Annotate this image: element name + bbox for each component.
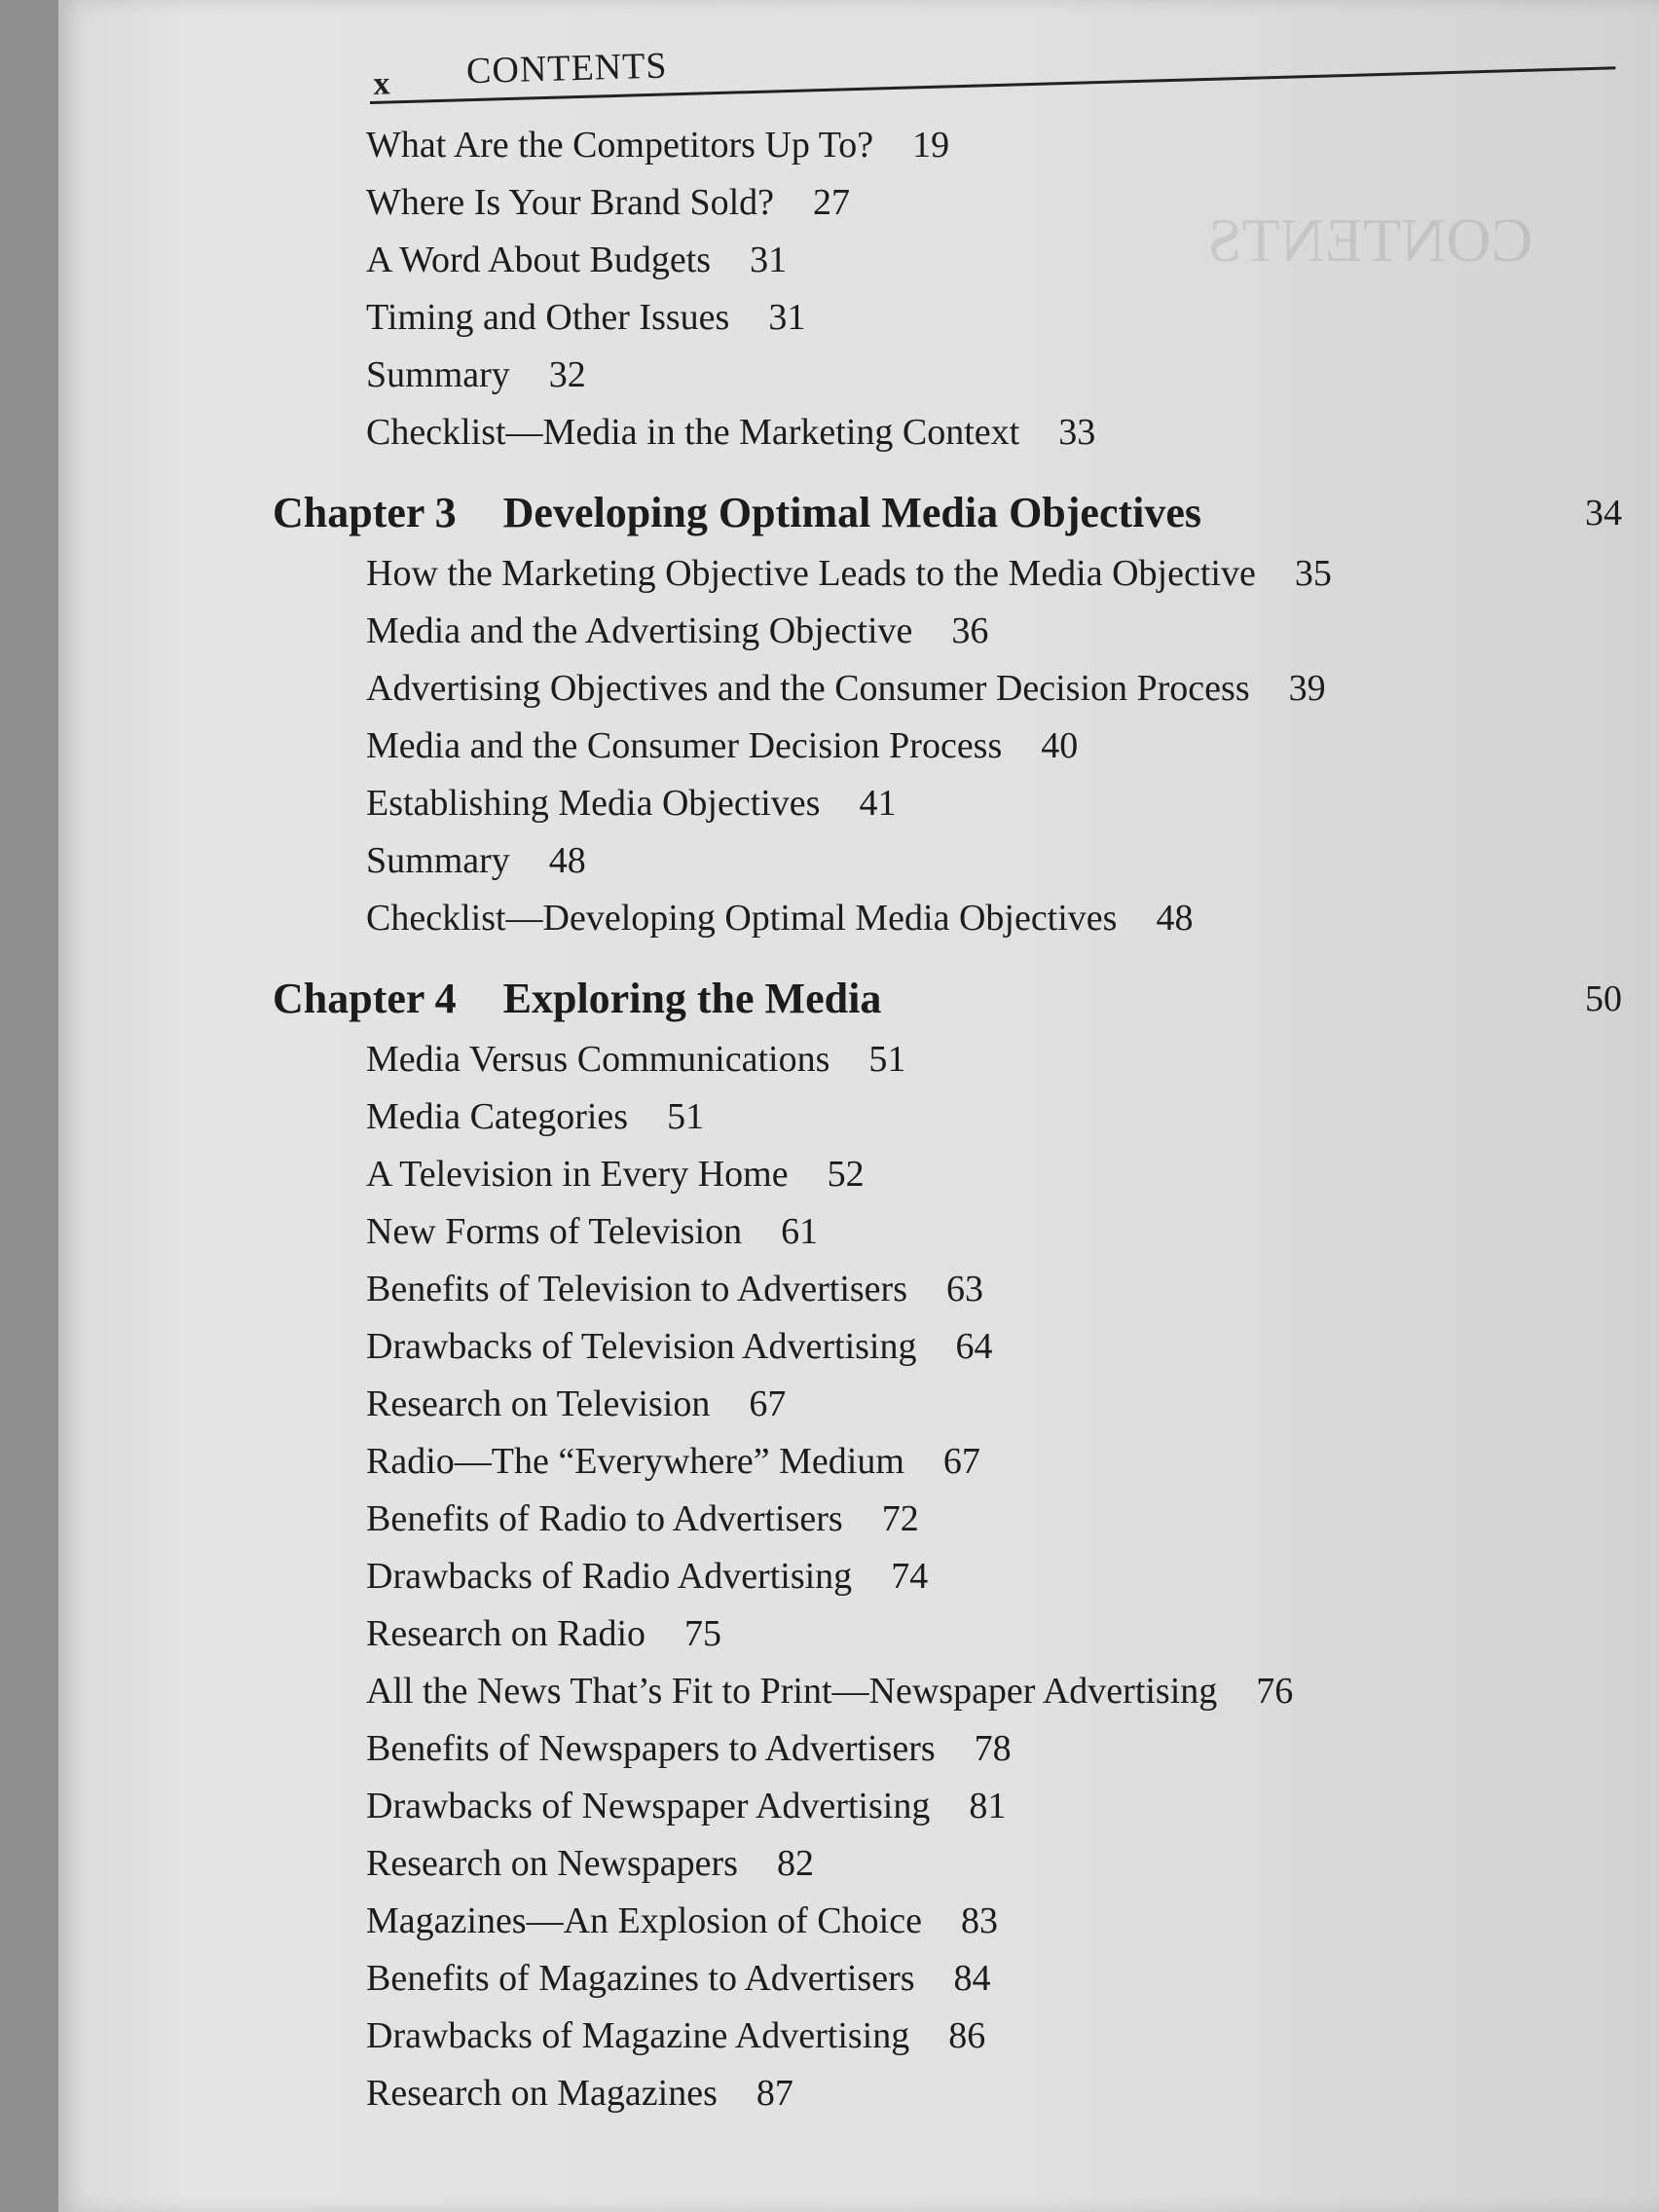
- entry-page: 36: [951, 610, 989, 651]
- toc-entry: [366, 2008, 1641, 2065]
- entry-title: Magazines—An Explosion of Choice: [366, 1900, 922, 1941]
- entry-title: Research on Magazines: [366, 2073, 718, 2114]
- toc-entry: [366, 890, 1641, 947]
- entry-page: 19: [912, 125, 950, 166]
- entry-page: 78: [974, 1728, 1012, 1769]
- toc-entry: [366, 832, 1641, 890]
- entry-title: A Television in Every Home: [366, 1154, 789, 1195]
- entry-page: 67: [749, 1383, 787, 1424]
- table-of-contents: [273, 117, 1641, 2122]
- toc-entry: [366, 545, 1641, 603]
- toc-entry: [366, 1605, 1641, 1663]
- entry-title: Research on Newspapers: [366, 1843, 738, 1884]
- entry-page: 51: [868, 1039, 906, 1080]
- toc-entry: [366, 603, 1641, 660]
- entry-page: 87: [756, 2073, 793, 2114]
- entry-page: 41: [859, 783, 897, 824]
- entry-title: Summary: [366, 840, 510, 881]
- toc-entry: [366, 1261, 1641, 1318]
- chapter-heading: [273, 483, 1641, 543]
- toc-entry: [366, 1146, 1641, 1203]
- book-page: [58, 0, 1659, 2212]
- toc-entry: [366, 1433, 1641, 1491]
- entry-title: Media and the Consumer Decision Process: [366, 725, 1003, 766]
- toc-entry: [366, 1950, 1641, 2008]
- entry-page: 40: [1041, 725, 1079, 766]
- toc-entry: [366, 289, 1641, 347]
- entry-page: 52: [827, 1154, 865, 1195]
- entry-title: Summary: [366, 354, 510, 395]
- toc-entry: [366, 1318, 1641, 1376]
- entry-page: 82: [776, 1843, 814, 1884]
- chapter-page: 50: [1585, 978, 1622, 1019]
- toc-entry: [366, 1835, 1641, 1893]
- toc-entry: [366, 117, 1641, 174]
- toc-entry: [366, 1203, 1641, 1261]
- entry-title: Drawbacks of Magazine Advertising: [366, 2015, 910, 2056]
- entry-title: New Forms of Television: [366, 1211, 743, 1252]
- toc-entry: [366, 1376, 1641, 1433]
- entry-page: 63: [946, 1269, 983, 1309]
- entry-page: 27: [813, 182, 851, 223]
- toc-entry: [366, 775, 1641, 832]
- toc-entry: [366, 1663, 1641, 1720]
- entry-page: 35: [1294, 553, 1332, 594]
- entry-page: 76: [1256, 1671, 1294, 1712]
- entry-title: Research on Radio: [366, 1613, 646, 1654]
- entry-title: Checklist—Developing Optimal Media Objectives: [366, 898, 1118, 939]
- toc-entry: [366, 1491, 1641, 1548]
- entry-title: Radio—The “Everywhere” Medium: [366, 1441, 904, 1482]
- entry-page: 64: [955, 1326, 993, 1367]
- chapter3-section: [273, 483, 1641, 947]
- chapter-heading: [273, 969, 1641, 1029]
- entry-title: Media Categories: [366, 1096, 629, 1137]
- entry-title: Timing and Other Issues: [366, 297, 730, 338]
- entry-page: 74: [891, 1556, 929, 1597]
- toc-entry: [366, 660, 1641, 718]
- entry-page: 39: [1288, 668, 1326, 709]
- entry-title: Research on Television: [366, 1383, 711, 1424]
- entry-title: Benefits of Magazines to Advertisers: [366, 1958, 915, 1999]
- chapter-page: 34: [1585, 493, 1622, 534]
- running-header: [368, 8, 1615, 104]
- entry-page: 31: [750, 240, 788, 280]
- toc-entry: [366, 232, 1641, 289]
- header-running-title: CONTENTS: [465, 45, 669, 92]
- toc-entry: [366, 2065, 1641, 2122]
- entry-title: Where Is Your Brand Sold?: [366, 182, 775, 223]
- toc-entry: [366, 1720, 1641, 1778]
- toc-entry: [366, 1548, 1641, 1605]
- toc-entry: [366, 718, 1641, 775]
- entry-title: A Word About Budgets: [366, 240, 712, 280]
- chapter2-section: [366, 117, 1641, 461]
- entry-page: 32: [548, 354, 586, 395]
- entry-title: Drawbacks of Radio Advertising: [366, 1556, 853, 1597]
- entry-page: 72: [881, 1498, 919, 1539]
- chapter-label: Chapter 4: [273, 975, 457, 1022]
- toc-entry: [366, 1031, 1641, 1088]
- entry-title: Media and the Advertising Objective: [366, 610, 913, 651]
- entry-title: Drawbacks of Television Advertising: [366, 1326, 917, 1367]
- entry-title: Advertising Objectives and the Consumer Decision Process: [366, 668, 1250, 709]
- chapter4-section: [273, 969, 1641, 2122]
- entry-title: All the News That’s Fit to Print—Newspaper Advertising: [366, 1671, 1218, 1712]
- chapter-title: Exploring the Media: [502, 975, 882, 1022]
- entry-title: Media Versus Communications: [366, 1039, 830, 1080]
- entry-page: 81: [969, 1786, 1007, 1826]
- header-page-number: x: [372, 65, 390, 102]
- chapter-label: Chapter 3: [273, 489, 457, 536]
- entry-page: 67: [942, 1441, 980, 1482]
- entry-title: Benefits of Television to Advertisers: [366, 1269, 907, 1309]
- entry-title: Benefits of Newspapers to Advertisers: [366, 1728, 936, 1769]
- entry-page: 33: [1058, 412, 1096, 453]
- entry-page: 86: [948, 2015, 986, 2056]
- chapter-title: Developing Optimal Media Objectives: [502, 489, 1202, 536]
- entry-page: 48: [548, 840, 586, 881]
- entry-title: What Are the Competitors Up To?: [366, 125, 874, 166]
- entry-page: 61: [781, 1211, 819, 1252]
- toc-entry: [366, 1778, 1641, 1835]
- show-through-text: CONTENTS: [1207, 205, 1533, 275]
- toc-entry: [366, 1088, 1641, 1146]
- entry-title: Benefits of Radio to Advertisers: [366, 1498, 843, 1539]
- entry-page: 31: [768, 297, 806, 338]
- toc-entry: [366, 404, 1641, 461]
- entry-page: 84: [953, 1958, 991, 1999]
- toc-entry: [366, 347, 1641, 404]
- entry-title: How the Marketing Objective Leads to the Media Objective: [366, 553, 1256, 594]
- entry-title: Checklist—Media in the Marketing Context: [366, 412, 1020, 453]
- entry-page: 48: [1156, 898, 1194, 939]
- entry-page: 51: [667, 1096, 705, 1137]
- entry-page: 83: [960, 1900, 998, 1941]
- entry-page: 75: [684, 1613, 722, 1654]
- toc-entry: [366, 1893, 1641, 1950]
- entry-title: Drawbacks of Newspaper Advertising: [366, 1786, 931, 1826]
- toc-entry: [366, 174, 1641, 232]
- entry-title: Establishing Media Objectives: [366, 783, 821, 824]
